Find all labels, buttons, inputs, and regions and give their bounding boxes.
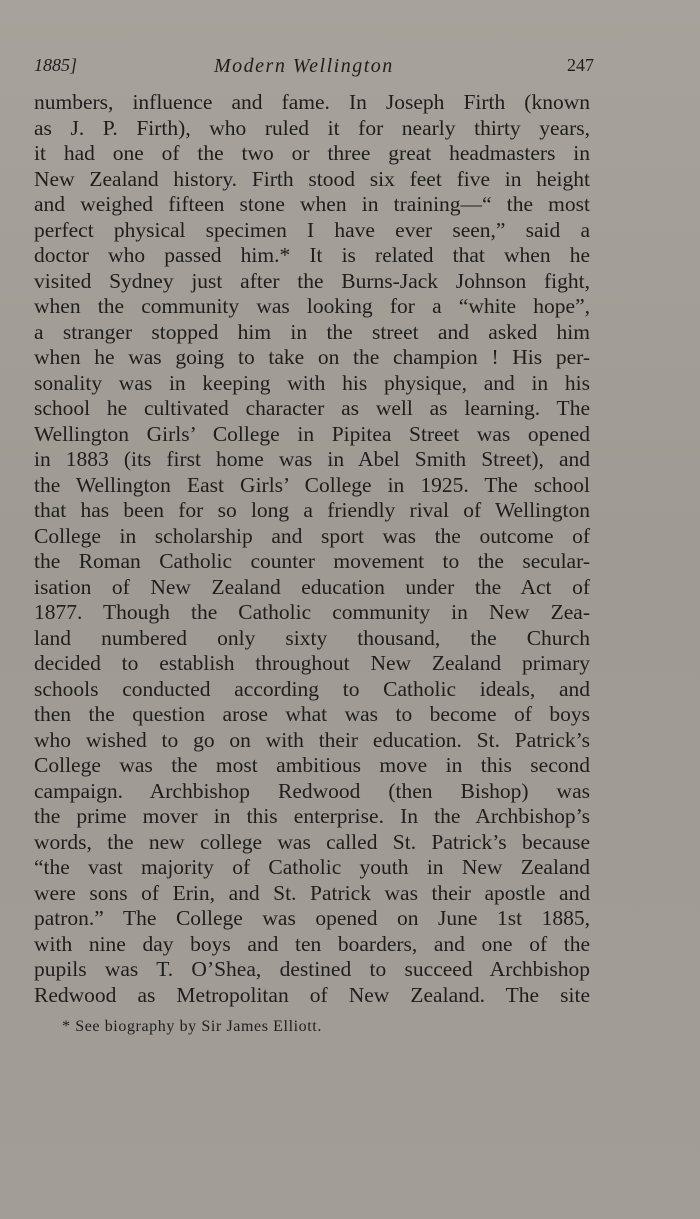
text-line: the Wellington East Girls’ College in 1925. The school xyxy=(34,472,590,497)
text-line: then the question arose what was to become of boys xyxy=(34,702,590,726)
text-line: school he cultivated character as well as learning. The xyxy=(34,396,590,420)
text-line: as J. P. Firth), who ruled it for nearly thirty years, xyxy=(34,115,590,140)
body-text xyxy=(34,90,590,1008)
text-line: patron.” The College was opened on June 1st 1885, xyxy=(34,906,590,930)
text-line: decided to establish throughout New Zealand primary xyxy=(34,651,590,675)
text-line: Redwood as Metropolitan of New Zealand. The site xyxy=(34,982,590,1007)
text-line: 1877. Though the Catholic community in New Zea- xyxy=(34,600,590,624)
text-line: words, the new college was called St. Patrick’s because xyxy=(34,829,590,854)
text-line: New Zealand history. Firth stood six feet five in height xyxy=(34,166,590,191)
text-line: pupils was T. O’Shea, destined to succeed Archbishop xyxy=(34,957,590,981)
text-line: land numbered only sixty thousand, the Church xyxy=(34,625,590,650)
header-date: 1885] xyxy=(34,55,78,75)
text-line: were sons of Erin, and St. Patrick was their apostle and xyxy=(34,880,590,905)
text-line: a stranger stopped him in the street and asked him xyxy=(34,319,590,344)
text-line: campaign. Archbishop Redwood (then Bishop) was xyxy=(34,778,590,803)
page-number: 247 xyxy=(567,55,594,75)
running-head xyxy=(34,55,594,83)
text-line: that has been for so long a friendly rival of Wellington xyxy=(34,498,590,522)
text-line: visited Sydney just after the Burns-Jack Johnson fight, xyxy=(34,268,590,293)
text-line: perfect physical specimen I have ever seen,” said a xyxy=(34,217,590,242)
text-line: when the community was looking for a “white hope”, xyxy=(34,294,590,318)
text-line: sonality was in keeping with his physique, and in his xyxy=(34,370,590,395)
text-line: isation of New Zealand education under the Act of xyxy=(34,574,590,599)
text-line: when he was going to take on the champion ! His per- xyxy=(34,345,590,369)
text-line: College in scholarship and sport was the outcome of xyxy=(34,523,590,548)
text-line: the Roman Catholic counter movement to the secular- xyxy=(34,549,590,573)
text-line: schools conducted according to Catholic ideals, and xyxy=(34,676,590,701)
text-line: College was the most ambitious move in this second xyxy=(34,753,590,777)
text-line: numbers, influence and fame. In Joseph Firth (known xyxy=(34,90,590,114)
text-line: Wellington Girls’ College in Pipitea Street was opened xyxy=(34,421,590,446)
footnote: * See biography by Sir James Elliott. xyxy=(62,1018,322,1035)
text-line: with nine day boys and ten boarders, and one of the xyxy=(34,931,590,956)
text-line: doctor who passed him.* It is related that when he xyxy=(34,243,590,267)
text-line: it had one of the two or three great headmasters in xyxy=(34,141,590,165)
text-line: “the vast majority of Catholic youth in New Zealand xyxy=(34,855,590,879)
text-line: in 1883 (its first home was in Abel Smith Street), and xyxy=(34,447,590,471)
text-line: the prime mover in this enterprise. In the Archbishop’s xyxy=(34,804,590,828)
header-title: Modern Wellington xyxy=(214,55,394,77)
text-line: and weighed fifteen stone when in training—“ the most xyxy=(34,192,590,216)
text-line: who wished to go on with their education. St. Patrick’s xyxy=(34,727,590,752)
